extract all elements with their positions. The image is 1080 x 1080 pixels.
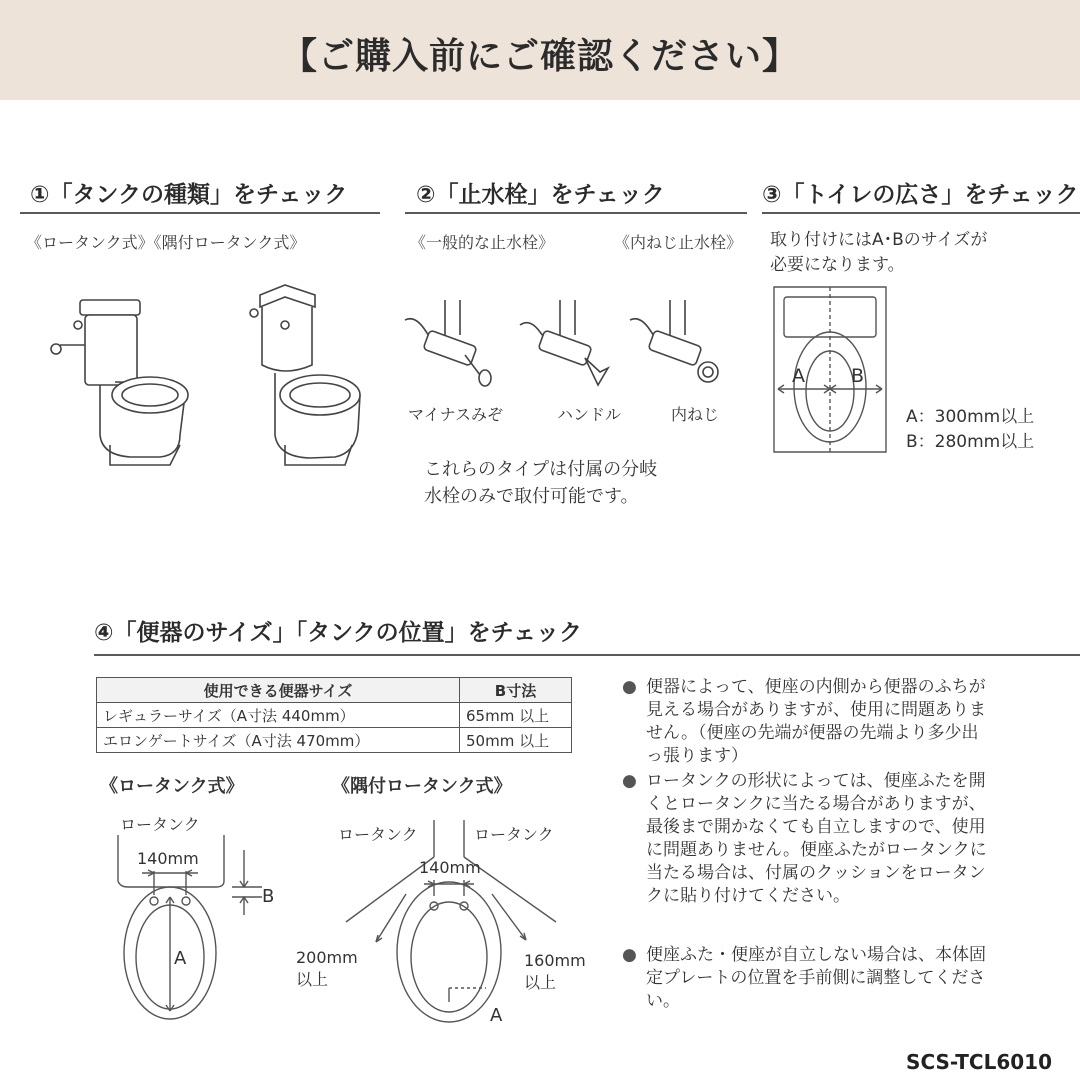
note-item-3: [622, 944, 994, 1013]
valve-illustrations: [405, 300, 735, 395]
corner-tank-diagram-title: 《隅付ロータンク式》: [332, 776, 512, 797]
corner-tank-dim-160-value: 160mm: [524, 951, 586, 970]
slotted-valve-drawing: [405, 300, 491, 386]
note-item-2: [622, 770, 994, 908]
size-table-header: [97, 678, 572, 703]
valve-note: [424, 456, 657, 510]
page-title: 【ご購入前にご確認ください】: [280, 36, 799, 77]
note-text: ロータンクの形状によっては、便座ふたを開くとロータンクに当たる場合がありますが、最後まで開かなくても自立しますので、使用に問題ありません。便座ふたがロータンクに当たる場合は、付属のクッションをロータンクに貼り付けてください。: [646, 771, 987, 906]
tank-type-labels: 《ロータンク式》《隅付ロータンク式》: [26, 233, 306, 252]
corner-tank-dim-160-sub: 以上: [524, 973, 557, 992]
table-cell: 65mm 以上: [460, 703, 572, 728]
valve-note-line-1: これらのタイプは付属の分岐: [424, 459, 658, 480]
handle-valve-drawing: [520, 300, 608, 385]
space-label-b: B: [851, 365, 865, 387]
corner-tank-label-left: ロータンク: [338, 825, 418, 844]
valve-note-line-2: 水栓のみで取付可能です。: [424, 486, 639, 507]
valve-heading: ②「止水栓」をチェック: [416, 182, 665, 208]
low-tank-toilet-drawing: [51, 300, 188, 465]
corner-tank-dim-200-value: 200mm: [296, 948, 358, 967]
table-row: [97, 703, 572, 728]
bullet-icon: ●: [622, 945, 637, 965]
tank-heading-rule: [20, 212, 380, 214]
model-number: SCS-TCL6010: [906, 1050, 1052, 1074]
size-heading-rule: [94, 654, 1080, 656]
size-table-header-b: B寸法: [460, 678, 572, 703]
low-tank-label: ロータンク: [120, 815, 200, 834]
note-text: 便座ふた・便座が自立しない場合は、本体固定プレートの位置を手前側に調整してください。: [646, 945, 986, 1011]
valve-label-slotted: マイナスみぞ: [408, 405, 504, 424]
size-table: [96, 677, 572, 753]
space-diagram: [774, 287, 886, 452]
valve-label-handle: ハンドル: [557, 405, 622, 424]
space-desc-line-2: 必要になります。: [770, 255, 905, 275]
space-description: [770, 228, 987, 278]
tank-type-heading: ①「タンクの種類」をチェック: [30, 182, 348, 208]
size-table-header-size: 使用できる便器サイズ: [97, 678, 460, 703]
table-cell: エロンゲートサイズ（A寸法 470mm）: [97, 728, 460, 753]
header-banner: [0, 0, 1080, 100]
space-label-a: A: [792, 365, 805, 387]
corner-tank-label-a: A: [490, 1005, 503, 1026]
low-tank-label-a: A: [174, 948, 187, 969]
valve-label-inner: 内ねじ: [671, 405, 720, 424]
corner-tank-dim-160: [524, 950, 586, 994]
table-row: [97, 728, 572, 753]
bullet-icon: ●: [622, 771, 637, 791]
note-text: 便器によって、便座の内側から便器のふちが見える場合がありますが、使用に問題ありません。（便座の先端が便器の先端より多少出っ張ります）: [646, 677, 986, 766]
table-cell: 50mm 以上: [460, 728, 572, 753]
corner-tank-dim-200-sub: 以上: [296, 970, 329, 989]
corner-tank-dim-140: 140mm: [419, 858, 481, 877]
size-heading: ④「便器のサイズ」「タンクの位置」をチェック: [94, 620, 582, 646]
valve-heading-rule: [405, 212, 747, 214]
valve-type-inner: 《内ねじ止水栓》: [614, 233, 743, 252]
note-item-1: [622, 676, 994, 768]
space-heading: ③「トイレの広さ」をチェック: [762, 182, 1079, 208]
low-tank-dim-140: 140mm: [137, 849, 199, 868]
space-requirement-b: B：280mm以上: [906, 432, 1035, 452]
space-heading-rule: [762, 212, 1080, 214]
corner-tank-label-right: ロータンク: [474, 825, 554, 844]
corner-tank-toilet-drawing: [250, 285, 360, 465]
low-tank-label-b: B: [262, 886, 275, 907]
corner-tank-dim-200: [296, 947, 358, 991]
valve-type-general: 《一般的な止水栓》: [410, 233, 555, 252]
inner-thread-valve-drawing: [630, 300, 718, 382]
bullet-icon: ●: [622, 677, 637, 697]
space-desc-line-1: 取り付けにはA･Bのサイズが: [770, 230, 988, 250]
low-tank-diagram-title: 《ロータンク式》: [100, 776, 244, 797]
space-requirement-a: A：300mm以上: [906, 407, 1035, 427]
table-cell: レギュラーサイズ（A寸法 440mm）: [97, 703, 460, 728]
toilet-illustrations: [40, 285, 380, 485]
